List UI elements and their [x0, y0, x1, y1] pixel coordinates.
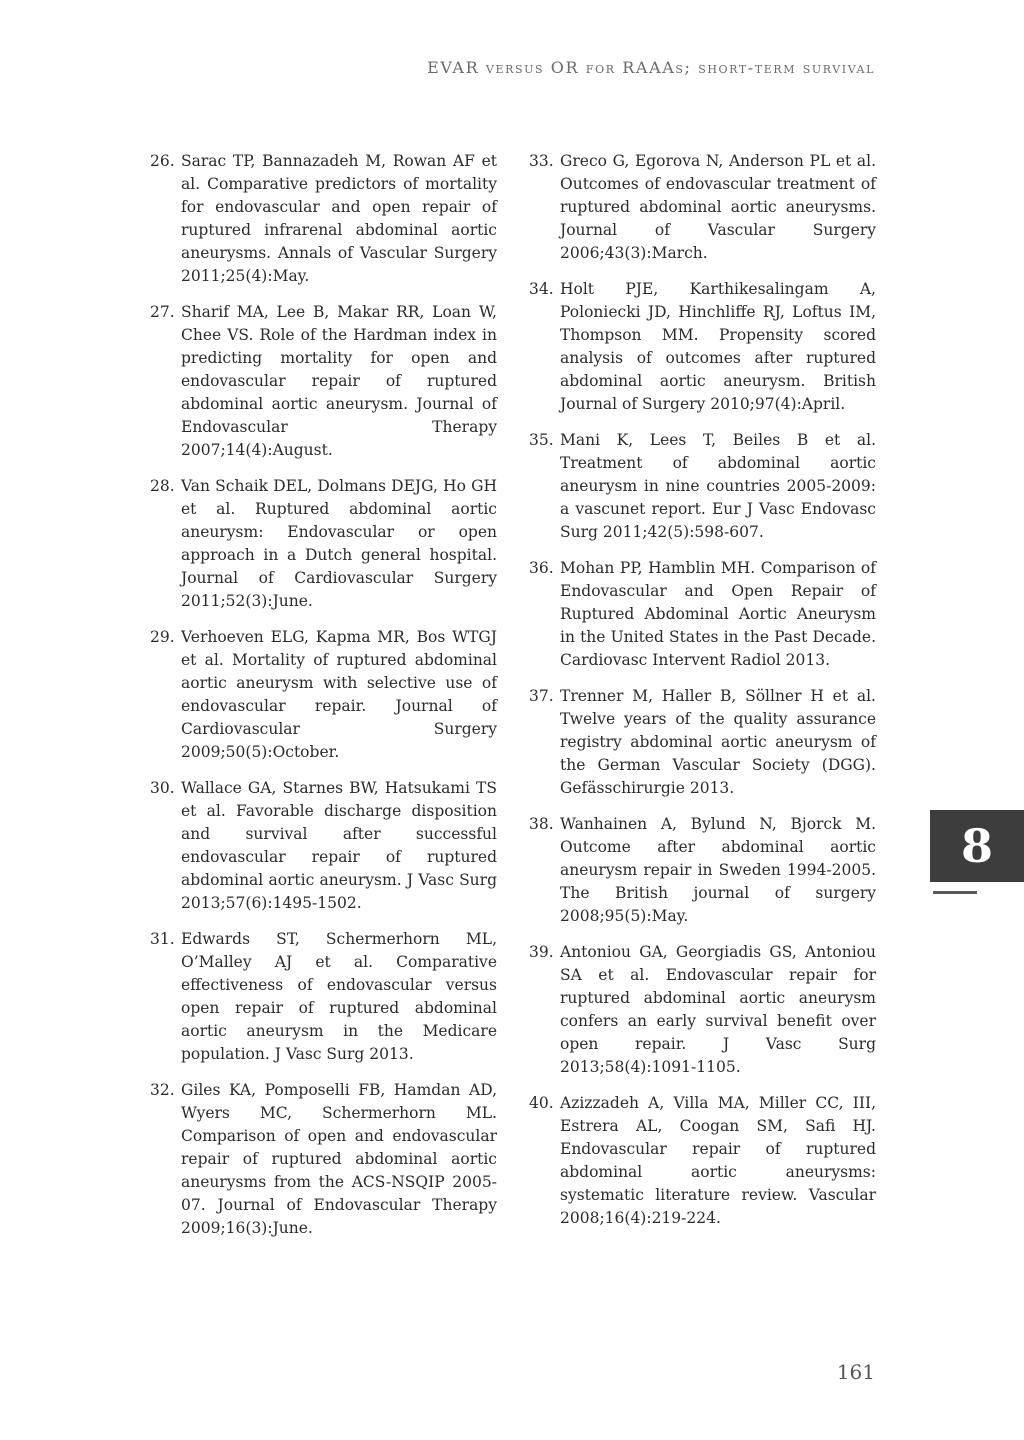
- reference-number: 39.: [529, 943, 554, 961]
- reference-item: [529, 278, 876, 416]
- reference-item: [150, 928, 497, 1066]
- running-header: EVAR versus OR for RAAAs; short-term survival: [427, 58, 875, 77]
- reference-text: Antoniou GA, Georgiadis GS, Antoniou SA et al. Endovascular repair for ruptured abdominal aortic aneurysm confers an early survival benefit over open repair. J Vasc Surg 2013;58(4):1091-1105.: [560, 943, 876, 1076]
- reference-number: 29.: [150, 628, 175, 646]
- reference-number: 33.: [529, 152, 554, 170]
- reference-text: Sharif MA, Lee B, Makar RR, Loan W, Chee VS. Role of the Hardman index in predicting mortality for open and endovascular repair of ruptured abdominal aortic aneurysm. Journal of Endovascular Therapy 2007;14(4):August.: [181, 303, 497, 459]
- reference-item: [150, 777, 497, 915]
- reference-number: 30.: [150, 779, 175, 797]
- reference-text: Mani K, Lees T, Beiles B et al. Treatment of abdominal aortic aneurysm in nine countries 2005-2009: a vascunet report. Eur J Vasc Endovasc Surg 2011;42(5):598-607.: [560, 431, 876, 541]
- chapter-tab: [930, 810, 1024, 882]
- reference-item: [529, 685, 876, 800]
- reference-number: 35.: [529, 431, 554, 449]
- reference-text: Van Schaik DEL, Dolmans DEJG, Ho GH et al. Ruptured abdominal aortic aneurysm: Endovascular or open approach in a Dutch general hospital. Journal of Cardiovascular Surgery 2011;52(3):June.: [181, 477, 497, 610]
- reference-text: Wanhainen A, Bylund N, Bjorck M. Outcome after abdominal aortic aneurysm repair in Sweden 1994-2005. The British journal of surgery 2008;95(5):May.: [560, 815, 876, 925]
- reference-text: Greco G, Egorova N, Anderson PL et al. Outcomes of endovascular treatment of ruptured abdominal aortic aneurysms. Journal of Vascular Surgery 2006;43(3):March.: [560, 152, 876, 262]
- reference-text: Azizzadeh A, Villa MA, Miller CC, III, Estrera AL, Coogan SM, Safi HJ. Endovascular repair of ruptured abdominal aortic aneurysms: systematic literature review. Vascular 2008;16(4):219-224.: [560, 1094, 876, 1227]
- reference-text: Sarac TP, Bannazadeh M, Rowan AF et al. Comparative predictors of mortality for endovascular and open repair of ruptured infrarenal abdominal aortic aneurysms. Annals of Vascular Surgery 2011;25(4):May.: [181, 152, 497, 285]
- chapter-tab-underline: [933, 891, 977, 894]
- reference-text: Mohan PP, Hamblin MH. Comparison of Endovascular and Open Repair of Ruptured Abdominal Aortic Aneurysm in the United States in the Past Decade. Cardiovasc Intervent Radiol 2013.: [560, 559, 876, 669]
- reference-item: [529, 150, 876, 265]
- references-column-left: [150, 150, 497, 1253]
- reference-number: 27.: [150, 303, 175, 321]
- reference-item: [529, 557, 876, 672]
- references-column-right: [529, 150, 876, 1253]
- reference-number: 28.: [150, 477, 175, 495]
- reference-number: 37.: [529, 687, 554, 705]
- reference-number: 31.: [150, 930, 175, 948]
- reference-item: [150, 475, 497, 613]
- reference-number: 34.: [529, 280, 554, 298]
- reference-number: 36.: [529, 559, 554, 577]
- reference-text: Wallace GA, Starnes BW, Hatsukami TS et al. Favorable discharge disposition and survival after successful endovascular repair of ruptured abdominal aortic aneurysm. J Vasc Surg 2013;57(6):1495-1502.: [181, 779, 497, 912]
- reference-text: Giles KA, Pomposelli FB, Hamdan AD, Wyers MC, Schermerhorn ML. Comparison of open and endovascular repair of ruptured abdominal aortic aneurysms from the ACS-NSQIP 2005-07. Journal of Endovascular Therapy 2009;16(3):June.: [181, 1081, 497, 1237]
- reference-number: 40.: [529, 1094, 554, 1112]
- reference-number: 32.: [150, 1081, 175, 1099]
- reference-item: [150, 626, 497, 764]
- references-columns: [150, 150, 876, 1253]
- chapter-number: 8: [960, 819, 993, 873]
- reference-text: Trenner M, Haller B, Söllner H et al. Twelve years of the quality assurance registry abdominal aortic aneurysm of the German Vascular Society (DGG). Gefässchirurgie 2013.: [560, 687, 876, 797]
- page-number: 161: [836, 1360, 875, 1384]
- reference-item: [529, 1092, 876, 1230]
- reference-text: Verhoeven ELG, Kapma MR, Bos WTGJ et al. Mortality of ruptured abdominal aortic aneurysm with selective use of endovascular repair. Journal of Cardiovascular Surgery 2009;50(5):October.: [181, 628, 497, 761]
- reference-number: 26.: [150, 152, 175, 170]
- reference-item: [529, 813, 876, 928]
- reference-text: Holt PJE, Karthikesalingam A, Poloniecki JD, Hinchliffe RJ, Loftus IM, Thompson MM. Propensity scored analysis of outcomes after ruptured abdominal aortic aneurysm. British Journal of Surgery 2010;97(4):April.: [560, 280, 876, 413]
- reference-number: 38.: [529, 815, 554, 833]
- reference-item: [529, 429, 876, 544]
- reference-item: [529, 941, 876, 1079]
- reference-item: [150, 150, 497, 288]
- reference-text: Edwards ST, Schermerhorn ML, O’Malley AJ et al. Comparative effectiveness of endovascular versus open repair of ruptured abdominal aortic aneurysm in the Medicare population. J Vasc Surg 2013.: [181, 930, 497, 1063]
- reference-item: [150, 301, 497, 462]
- reference-item: [150, 1079, 497, 1240]
